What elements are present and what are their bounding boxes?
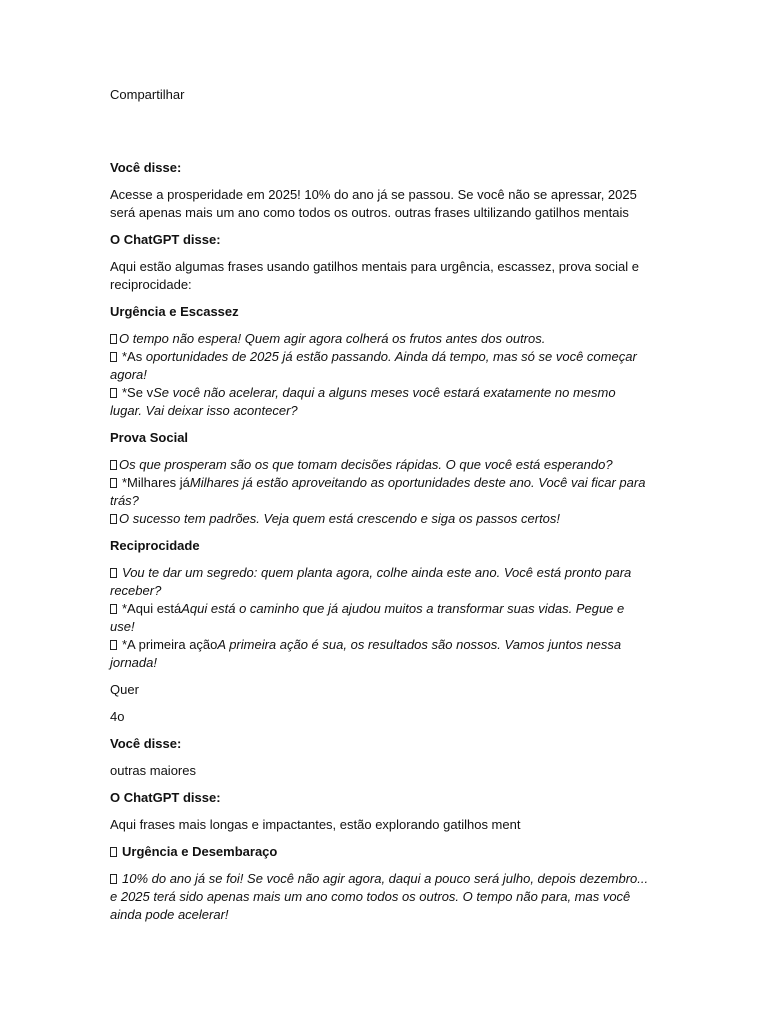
section-heading-reciprocidade: Reciprocidade (110, 538, 200, 553)
emoji-glyph-icon (110, 514, 117, 524)
list-item: *Aqui estáAqui está o caminho que já ajudou muitos a transformar suas vidas. Pegue e use! (110, 601, 625, 634)
list-item: *As oportunidades de 2025 já estão passando. Ainda dá tempo, mas só se você começar agora! (110, 349, 637, 382)
emoji-glyph-icon (110, 352, 117, 362)
list-item: 10% do ano já se foi! Se você não agir agora, daqui a pouco será julho, depois dezembro... e 2025 terá sido apenas mais um ano como todos os outros. O tempo não para, mas você ainda pode acelerar! (110, 871, 649, 922)
section-heading-urgencia-desembaraco: Urgência e Desembaraço (110, 843, 650, 861)
phrase-list-reciprocidade (110, 564, 650, 672)
emoji-glyph-icon (110, 460, 117, 470)
list-item: *A primeira açãoA primeira ação é sua, os resultados são nossos. Vamos juntos nessa jornada! (110, 637, 622, 670)
section-heading-urgencia: Urgência e Escassez (110, 304, 239, 319)
emoji-glyph-icon (110, 604, 117, 614)
emoji-glyph-icon (110, 640, 117, 650)
phrase-list-urgencia-desembaraco (110, 870, 650, 924)
emoji-glyph-icon (110, 874, 117, 884)
stray-text-quer: Quer (110, 682, 139, 697)
emoji-glyph-icon (110, 334, 117, 344)
emoji-glyph-icon (110, 388, 117, 398)
list-item: O tempo não espera! Quem agir agora colherá os frutos antes dos outros. (110, 330, 650, 348)
list-item: *Milhares jáMilhares já estão aproveitando as oportunidades deste ano. Você vai ficar para trás? (110, 475, 646, 508)
speaker-user: Você disse: (110, 736, 182, 751)
list-item: Os que prosperam são os que tomam decisões rápidas. O que você está esperando? (110, 456, 650, 474)
user-message: outras maiores (110, 763, 196, 778)
model-label: 4o (110, 709, 125, 724)
emoji-glyph-icon (110, 478, 117, 488)
list-item: O sucesso tem padrões. Veja quem está crescendo e siga os passos certos! (110, 510, 650, 528)
document-content (110, 86, 650, 933)
phrase-list-prova-social (110, 456, 650, 528)
user-message: Acesse a prosperidade em 2025! 10% do ano já se passou. Se você não se apressar, 2025 será apenas mais um ano como todos os outros. outras frases ultilizando gatilhos mentais (110, 187, 637, 220)
speaker-user: Você disse: (110, 160, 182, 175)
emoji-glyph-icon (110, 847, 117, 857)
emoji-glyph-icon (110, 568, 117, 578)
assistant-intro: Aqui frases mais longas e impactantes, estão explorando gatilhos ment (110, 817, 521, 832)
share-label: Compartilhar (110, 87, 185, 102)
phrase-list-urgencia (110, 330, 650, 420)
speaker-assistant: O ChatGPT disse: (110, 232, 221, 247)
section-heading-prova-social: Prova Social (110, 430, 189, 445)
list-item: *Se vSe você não acelerar, daqui a alguns meses você estará exatamente no mesmo lugar. Vai deixar isso acontecer? (110, 385, 616, 418)
assistant-intro: Aqui estão algumas frases usando gatilhos mentais para urgência, escassez, prova social e reciprocidade: (110, 259, 639, 292)
speaker-assistant: O ChatGPT disse: (110, 790, 221, 805)
list-item: Vou te dar um segredo: quem planta agora, colhe ainda este ano. Você está pronto para receber? (110, 565, 632, 598)
